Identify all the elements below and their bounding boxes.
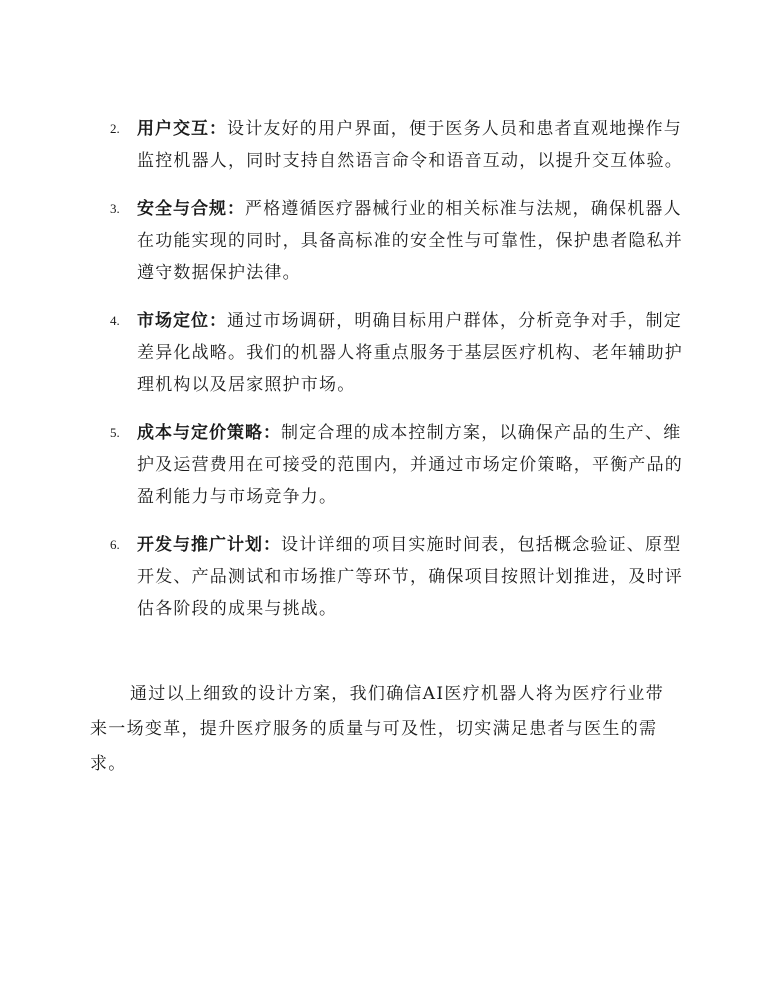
design-points-list (110, 113, 690, 641)
list-item-number: 3. (110, 201, 120, 216)
list-item-text: 严格遵循医疗器械行业的相关标准与法规，确保机器人在功能实现的同时，具备高标准的安全性与可靠性，保护患者隐私并遵守数据保护法律。 (137, 199, 683, 283)
list-item-term: 成本与定价策略： (137, 423, 281, 443)
list-item-market-positioning (110, 305, 690, 401)
list-item-number: 5. (110, 425, 120, 440)
list-item-text: 设计详细的项目实施时间表，包括概念验证、原型开发、产品测试和市场推广等环节，确保项目按照计划推进，及时评估各阶段的成果与挑战。 (137, 535, 683, 619)
list-item-cost-pricing (110, 417, 690, 513)
list-item-term: 用户交互： (137, 119, 227, 139)
list-item-number: 4. (110, 313, 120, 328)
list-item-development-promotion (110, 529, 690, 625)
list-item-text: 制定合理的成本控制方案，以确保产品的生产、维护及运营费用在可接受的范围内，并通过市场定价策略，平衡产品的盈利能力与市场竞争力。 (137, 423, 683, 507)
list-item-number: 6. (110, 537, 120, 552)
list-item-text: 设计友好的用户界面，便于医务人员和患者直观地操作与监控机器人，同时支持自然语言命令和语音互动，以提升交互体验。 (137, 119, 683, 171)
list-item-text: 通过市场调研，明确目标用户群体，分析竞争对手，制定差异化战略。我们的机器人将重点服务于基层医疗机构、老年辅助护理机构以及居家照护市场。 (137, 311, 683, 395)
list-item-term: 安全与合规： (137, 199, 245, 219)
list-item-user-interaction (110, 113, 690, 177)
conclusion-paragraph: 通过以上细致的设计方案，我们确信AI医疗机器人将为医疗行业带来一场变革，提升医疗服务的质量与可及性，切实满足患者与医生的需求。 (90, 684, 664, 774)
list-item-term: 市场定位： (137, 311, 227, 331)
list-item-number: 2. (110, 121, 120, 136)
list-item-term: 开发与推广计划： (137, 535, 281, 555)
list-item-safety-compliance (110, 193, 690, 289)
